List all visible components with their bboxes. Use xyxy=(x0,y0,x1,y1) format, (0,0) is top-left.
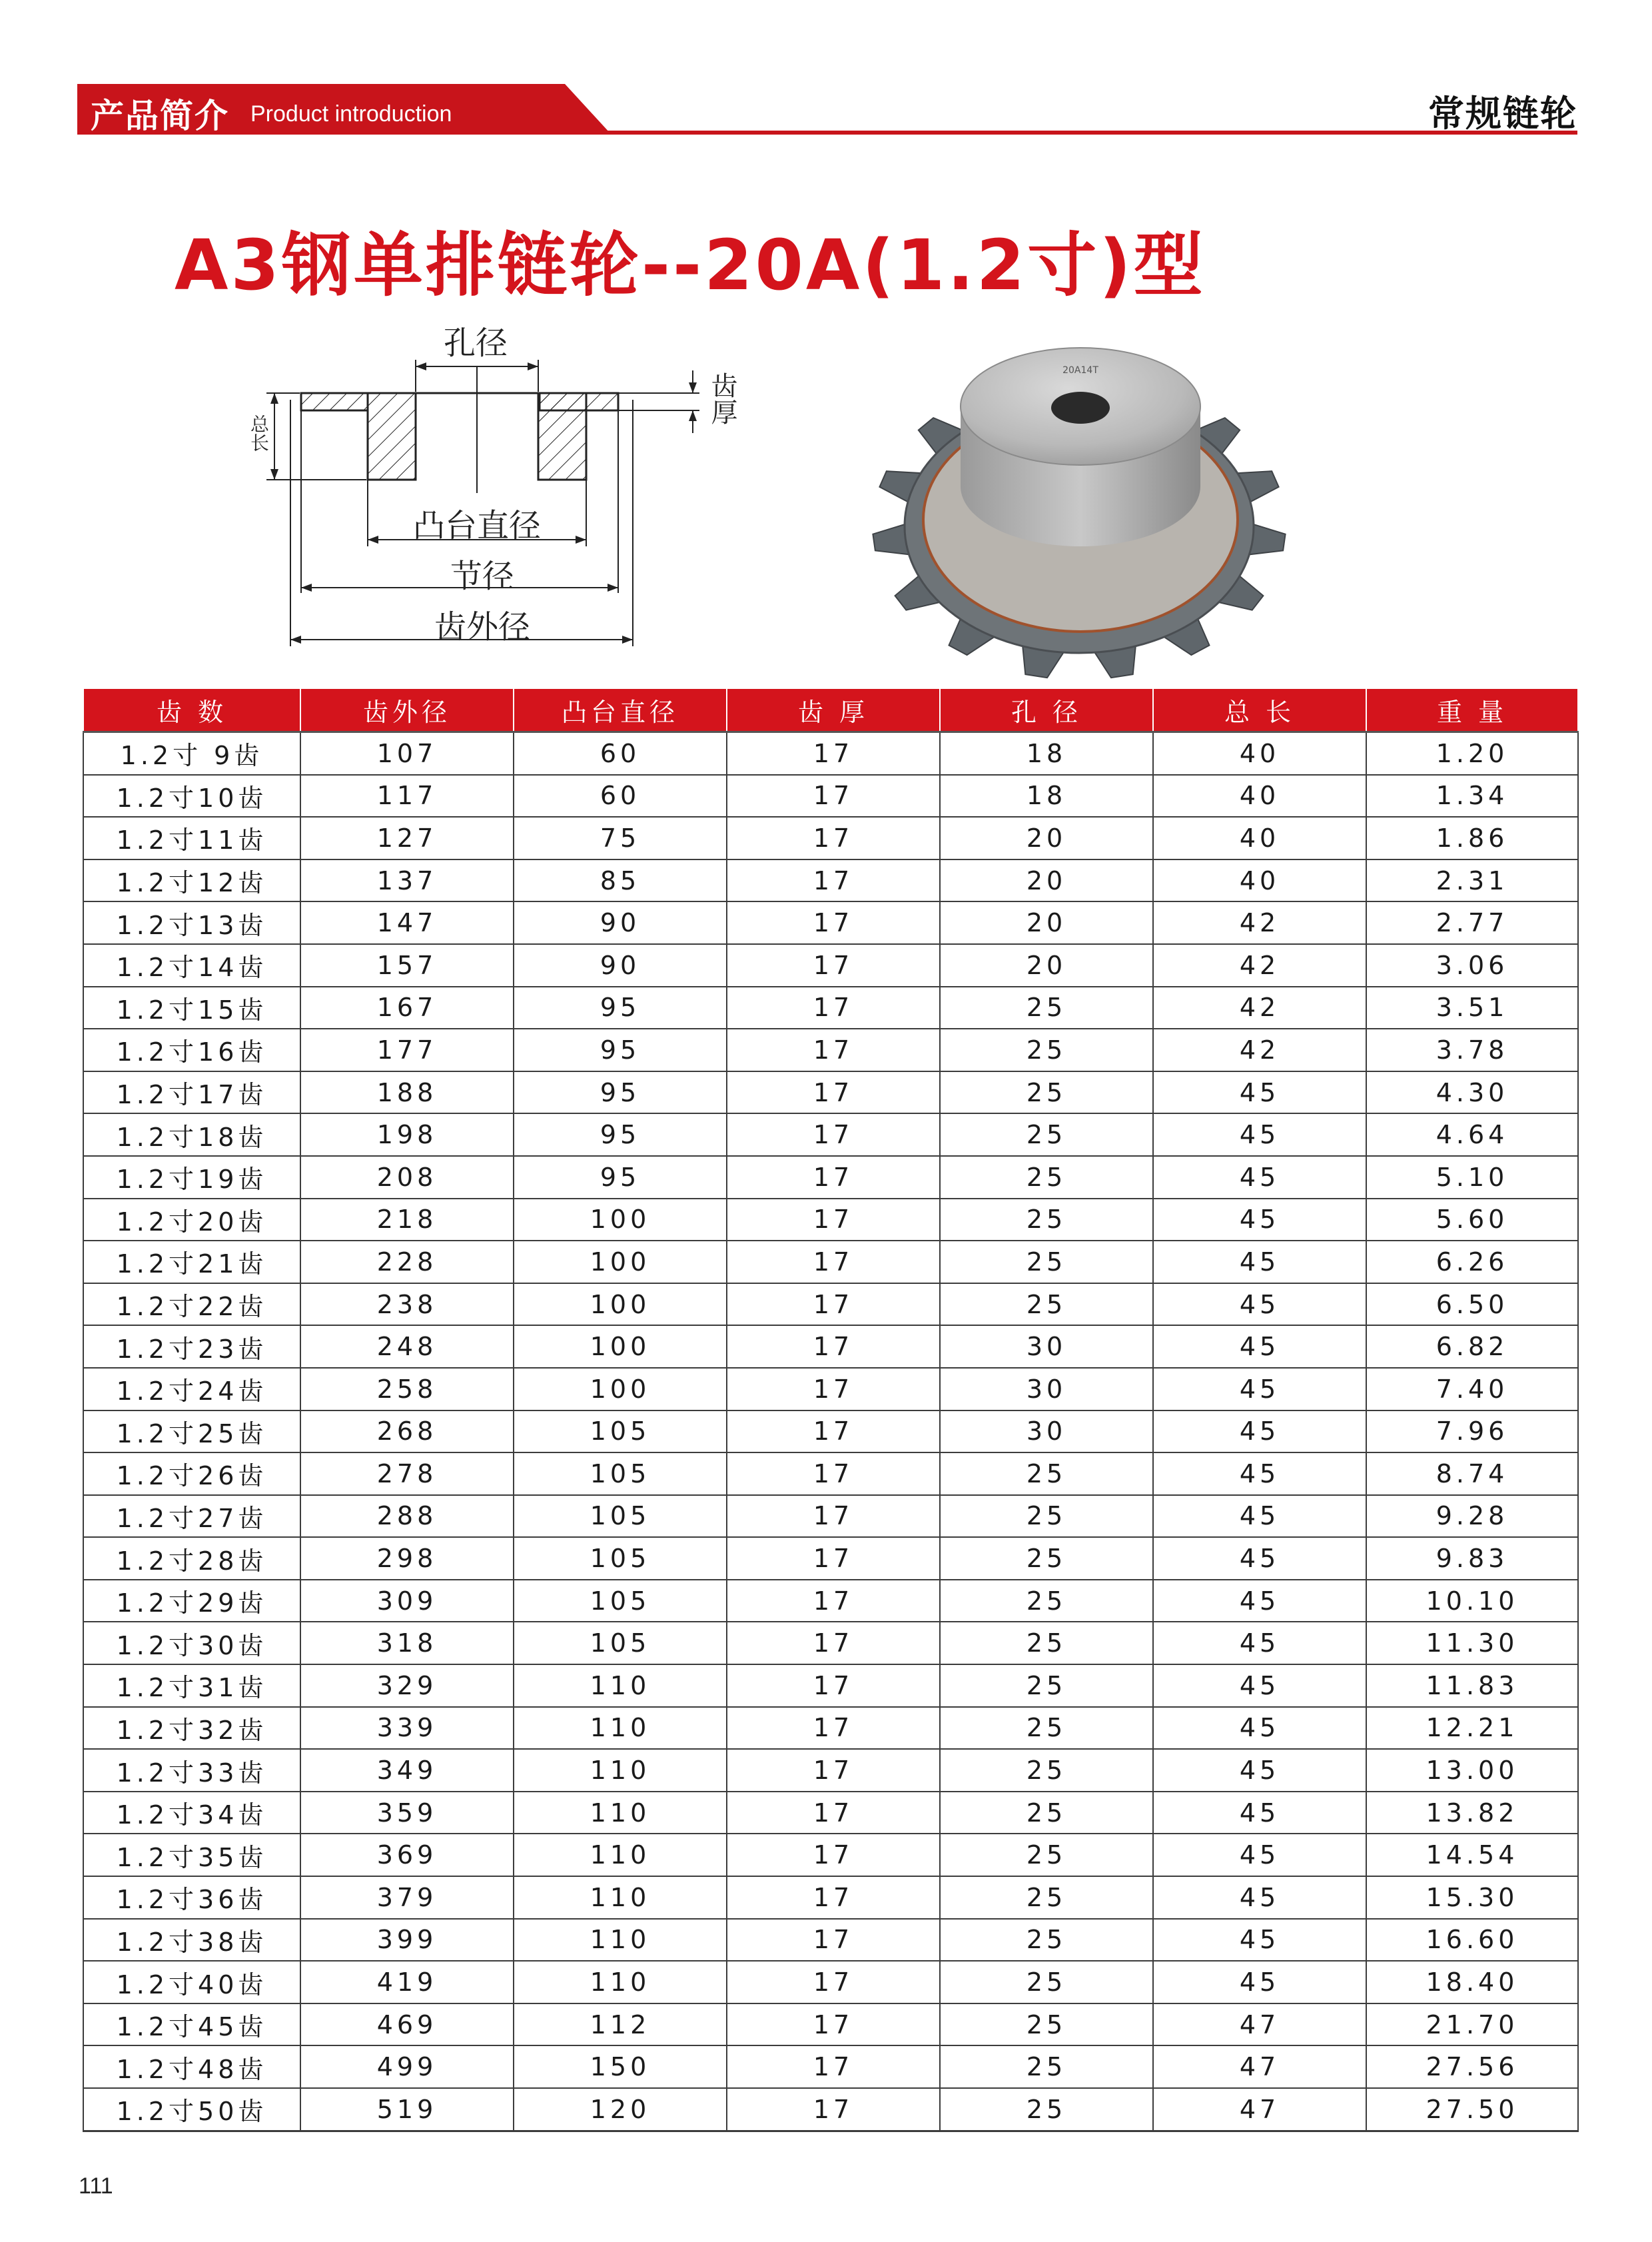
cell-teeth: 1.2寸20齿 xyxy=(83,1199,300,1241)
outer-diameter-label: 齿外径 xyxy=(434,608,531,646)
cell-bore: 25 xyxy=(940,1452,1153,1495)
cell-bore: 18 xyxy=(940,775,1153,818)
cell-teeth: 1.2寸38齿 xyxy=(83,1919,300,1962)
cell-weight: 10.10 xyxy=(1366,1580,1578,1622)
table-row xyxy=(83,859,1578,902)
cell-total-length: 40 xyxy=(1153,859,1366,902)
cell-outer-diameter: 288 xyxy=(300,1495,514,1538)
cell-teeth: 1.2寸22齿 xyxy=(83,1283,300,1326)
cell-teeth: 1.2寸28齿 xyxy=(83,1537,300,1580)
cell-outer-diameter: 208 xyxy=(300,1156,514,1199)
cell-weight: 11.83 xyxy=(1366,1664,1578,1707)
col-header-hub-diameter: 凸台直径 xyxy=(514,688,727,732)
cell-teeth: 1.2寸24齿 xyxy=(83,1368,300,1410)
cell-outer-diameter: 137 xyxy=(300,859,514,902)
cell-bore: 25 xyxy=(940,1664,1153,1707)
cell-tooth-thickness: 17 xyxy=(727,775,940,818)
cell-hub-diameter: 120 xyxy=(514,2088,727,2131)
cell-hub-diameter: 105 xyxy=(514,1410,727,1453)
table-row xyxy=(83,1919,1578,1962)
table-row xyxy=(83,1707,1578,1750)
cell-outer-diameter: 258 xyxy=(300,1368,514,1410)
cell-tooth-thickness: 17 xyxy=(727,1919,940,1962)
cell-weight: 27.50 xyxy=(1366,2088,1578,2131)
cell-outer-diameter: 519 xyxy=(300,2088,514,2131)
cell-teeth: 1.2寸40齿 xyxy=(83,1961,300,2003)
table-row xyxy=(83,901,1578,944)
cell-hub-diameter: 75 xyxy=(514,817,727,859)
table-row xyxy=(83,2088,1578,2131)
cell-total-length: 45 xyxy=(1153,1707,1366,1750)
cell-teeth: 1.2寸34齿 xyxy=(83,1792,300,1834)
cell-total-length: 47 xyxy=(1153,2003,1366,2046)
cell-teeth: 1.2寸19齿 xyxy=(83,1156,300,1199)
cell-outer-diameter: 188 xyxy=(300,1071,514,1114)
cell-bore: 25 xyxy=(940,1834,1153,1876)
cell-hub-diameter: 95 xyxy=(514,1029,727,1071)
col-header-weight: 重 量 xyxy=(1366,688,1578,732)
bore-label: 孔径 xyxy=(444,324,508,362)
cell-weight: 7.40 xyxy=(1366,1368,1578,1410)
table-row xyxy=(83,944,1578,987)
cell-hub-diameter: 60 xyxy=(514,775,727,818)
cell-tooth-thickness: 17 xyxy=(727,1495,940,1538)
cell-tooth-thickness: 17 xyxy=(727,1156,940,1199)
cell-hub-diameter: 112 xyxy=(514,2003,727,2046)
cell-bore: 25 xyxy=(940,1580,1153,1622)
cell-total-length: 45 xyxy=(1153,1961,1366,2003)
cell-teeth: 1.2寸23齿 xyxy=(83,1325,300,1368)
table-row xyxy=(83,1113,1578,1156)
cell-teeth: 1.2寸14齿 xyxy=(83,944,300,987)
cell-total-length: 42 xyxy=(1153,987,1366,1029)
cell-weight: 14.54 xyxy=(1366,1834,1578,1876)
table-row xyxy=(83,1283,1578,1326)
table-row xyxy=(83,1961,1578,2003)
cell-bore: 25 xyxy=(940,1792,1153,1834)
cell-tooth-thickness: 17 xyxy=(727,1961,940,2003)
cell-total-length: 45 xyxy=(1153,1325,1366,1368)
cell-tooth-thickness: 17 xyxy=(727,2003,940,2046)
cell-bore: 25 xyxy=(940,1919,1153,1962)
table-row xyxy=(83,1495,1578,1538)
cell-tooth-thickness: 17 xyxy=(727,859,940,902)
header-category: 常规链轮 xyxy=(1428,93,1577,135)
cell-teeth: 1.2寸15齿 xyxy=(83,987,300,1029)
cell-hub-diameter: 110 xyxy=(514,1876,727,1919)
cell-weight: 9.83 xyxy=(1366,1537,1578,1580)
table-row xyxy=(83,1071,1578,1114)
cell-bore: 25 xyxy=(940,1707,1153,1750)
table-row xyxy=(83,1199,1578,1241)
cell-total-length: 47 xyxy=(1153,2045,1366,2088)
table-row xyxy=(83,1537,1578,1580)
cell-tooth-thickness: 17 xyxy=(727,1580,940,1622)
cell-total-length: 45 xyxy=(1153,1241,1366,1283)
cell-bore: 30 xyxy=(940,1325,1153,1368)
cell-total-length: 45 xyxy=(1153,1834,1366,1876)
cell-hub-diameter: 110 xyxy=(514,1834,727,1876)
cell-teeth: 1.2寸25齿 xyxy=(83,1410,300,1453)
cell-total-length: 45 xyxy=(1153,1580,1366,1622)
cell-weight: 7.96 xyxy=(1366,1410,1578,1453)
cell-bore: 20 xyxy=(940,859,1153,902)
cell-total-length: 45 xyxy=(1153,1749,1366,1792)
cell-total-length: 45 xyxy=(1153,1368,1366,1410)
cell-total-length: 40 xyxy=(1153,817,1366,859)
cell-hub-diameter: 110 xyxy=(514,1919,727,1962)
cell-total-length: 45 xyxy=(1153,1283,1366,1326)
table-row xyxy=(83,1029,1578,1071)
cell-teeth: 1.2寸21齿 xyxy=(83,1241,300,1283)
cell-bore: 25 xyxy=(940,2088,1153,2131)
cell-total-length: 45 xyxy=(1153,1664,1366,1707)
cell-weight: 1.20 xyxy=(1366,732,1578,775)
cell-tooth-thickness: 17 xyxy=(727,1071,940,1114)
cell-outer-diameter: 177 xyxy=(300,1029,514,1071)
cell-weight: 4.64 xyxy=(1366,1113,1578,1156)
cell-hub-diameter: 95 xyxy=(514,987,727,1029)
cell-teeth: 1.2寸33齿 xyxy=(83,1749,300,1792)
cell-weight: 3.06 xyxy=(1366,944,1578,987)
cell-weight: 4.30 xyxy=(1366,1071,1578,1114)
cell-teeth: 1.2寸18齿 xyxy=(83,1113,300,1156)
cell-bore: 25 xyxy=(940,1749,1153,1792)
cell-tooth-thickness: 17 xyxy=(727,1707,940,1750)
cell-weight: 27.56 xyxy=(1366,2045,1578,2088)
cell-bore: 25 xyxy=(940,1241,1153,1283)
cell-total-length: 42 xyxy=(1153,1029,1366,1071)
cell-outer-diameter: 198 xyxy=(300,1113,514,1156)
cell-weight: 1.34 xyxy=(1366,775,1578,818)
cell-total-length: 45 xyxy=(1153,1113,1366,1156)
cell-outer-diameter: 318 xyxy=(300,1622,514,1664)
cell-bore: 25 xyxy=(940,1622,1153,1664)
cell-tooth-thickness: 17 xyxy=(727,1410,940,1453)
cell-weight: 2.77 xyxy=(1366,901,1578,944)
col-header-teeth: 齿 数 xyxy=(83,688,300,732)
sprocket-tooth xyxy=(1249,524,1285,554)
table-row xyxy=(83,1410,1578,1453)
table-row xyxy=(83,1622,1578,1664)
cell-total-length: 45 xyxy=(1153,1876,1366,1919)
cell-tooth-thickness: 17 xyxy=(727,1749,940,1792)
cell-tooth-thickness: 17 xyxy=(727,1325,940,1368)
cell-teeth: 1.2寸50齿 xyxy=(83,2088,300,2131)
cell-bore: 18 xyxy=(940,732,1153,775)
cell-teeth: 1.2寸29齿 xyxy=(83,1580,300,1622)
col-header-tooth-thickness: 齿 厚 xyxy=(727,688,940,732)
cell-teeth: 1.2寸 9齿 xyxy=(83,732,300,775)
cell-bore: 25 xyxy=(940,1199,1153,1241)
cell-outer-diameter: 107 xyxy=(300,732,514,775)
cell-hub-diameter: 95 xyxy=(514,1113,727,1156)
cell-outer-diameter: 157 xyxy=(300,944,514,987)
table-row xyxy=(83,1749,1578,1792)
cell-bore: 25 xyxy=(940,1029,1153,1071)
header-rule xyxy=(77,131,1577,135)
cell-teeth: 1.2寸26齿 xyxy=(83,1452,300,1495)
cell-weight: 3.78 xyxy=(1366,1029,1578,1071)
cell-weight: 6.50 xyxy=(1366,1283,1578,1326)
cell-outer-diameter: 238 xyxy=(300,1283,514,1326)
cell-total-length: 45 xyxy=(1153,1622,1366,1664)
cell-hub-diameter: 100 xyxy=(514,1283,727,1326)
cell-hub-diameter: 105 xyxy=(514,1580,727,1622)
cell-outer-diameter: 298 xyxy=(300,1537,514,1580)
cell-hub-diameter: 95 xyxy=(514,1156,727,1199)
cell-tooth-thickness: 17 xyxy=(727,1452,940,1495)
cell-total-length: 45 xyxy=(1153,1495,1366,1538)
table-row xyxy=(83,732,1578,775)
sprocket-tooth xyxy=(873,524,909,554)
cell-tooth-thickness: 17 xyxy=(727,1792,940,1834)
page-number: 111 xyxy=(79,2173,113,2199)
cell-teeth: 1.2寸10齿 xyxy=(83,775,300,818)
cell-total-length: 42 xyxy=(1153,901,1366,944)
table-row xyxy=(83,2003,1578,2046)
cell-tooth-thickness: 17 xyxy=(727,1199,940,1241)
cell-tooth-thickness: 17 xyxy=(727,901,940,944)
table-body xyxy=(83,732,1578,2131)
cell-weight: 6.26 xyxy=(1366,1241,1578,1283)
cell-tooth-thickness: 17 xyxy=(727,1622,940,1664)
cell-tooth-thickness: 17 xyxy=(727,1113,940,1156)
cell-outer-diameter: 309 xyxy=(300,1580,514,1622)
cell-teeth: 1.2寸12齿 xyxy=(83,859,300,902)
tooth-thickness-label: 齿厚 xyxy=(707,372,737,425)
table-row xyxy=(83,2045,1578,2088)
table-row xyxy=(83,1368,1578,1410)
cell-hub-diameter: 105 xyxy=(514,1495,727,1538)
cell-weight: 5.10 xyxy=(1366,1156,1578,1199)
cell-weight: 12.21 xyxy=(1366,1707,1578,1750)
cell-hub-diameter: 110 xyxy=(514,1707,727,1750)
cell-bore: 25 xyxy=(940,1071,1153,1114)
cell-bore: 25 xyxy=(940,1961,1153,2003)
cell-outer-diameter: 147 xyxy=(300,901,514,944)
total-length-label: 总长 xyxy=(248,414,270,452)
table-row xyxy=(83,1452,1578,1495)
cell-bore: 25 xyxy=(940,2045,1153,2088)
cell-outer-diameter: 399 xyxy=(300,1919,514,1962)
cell-teeth: 1.2寸16齿 xyxy=(83,1029,300,1071)
cell-outer-diameter: 359 xyxy=(300,1792,514,1834)
cell-tooth-thickness: 17 xyxy=(727,1876,940,1919)
cell-outer-diameter: 419 xyxy=(300,1961,514,2003)
cell-tooth-thickness: 17 xyxy=(727,817,940,859)
cell-outer-diameter: 339 xyxy=(300,1707,514,1750)
table-row xyxy=(83,775,1578,818)
cell-weight: 2.31 xyxy=(1366,859,1578,902)
cell-bore: 30 xyxy=(940,1410,1153,1453)
cell-hub-diameter: 100 xyxy=(514,1325,727,1368)
cell-tooth-thickness: 17 xyxy=(727,987,940,1029)
spec-table xyxy=(83,688,1579,2132)
cell-hub-diameter: 150 xyxy=(514,2045,727,2088)
cell-weight: 5.60 xyxy=(1366,1199,1578,1241)
cell-hub-diameter: 110 xyxy=(514,1792,727,1834)
cell-total-length: 45 xyxy=(1153,1792,1366,1834)
cell-tooth-thickness: 17 xyxy=(727,1664,940,1707)
header-section-subtitle: Product introduction xyxy=(250,101,452,127)
cell-total-length: 45 xyxy=(1153,1537,1366,1580)
cell-hub-diameter: 90 xyxy=(514,944,727,987)
cell-total-length: 42 xyxy=(1153,944,1366,987)
cell-outer-diameter: 117 xyxy=(300,775,514,818)
cell-outer-diameter: 329 xyxy=(300,1664,514,1707)
cell-bore: 25 xyxy=(940,1156,1153,1199)
cell-weight: 13.82 xyxy=(1366,1792,1578,1834)
cell-teeth: 1.2寸30齿 xyxy=(83,1622,300,1664)
cell-tooth-thickness: 17 xyxy=(727,1834,940,1876)
col-header-outer-diameter: 齿外径 xyxy=(300,688,514,732)
cell-hub-diameter: 100 xyxy=(514,1199,727,1241)
cell-weight: 8.74 xyxy=(1366,1452,1578,1495)
cell-teeth: 1.2寸45齿 xyxy=(83,2003,300,2046)
table-header-row xyxy=(83,688,1578,732)
cell-teeth: 1.2寸48齿 xyxy=(83,2045,300,2088)
cell-teeth: 1.2寸13齿 xyxy=(83,901,300,944)
cell-bore: 25 xyxy=(940,2003,1153,2046)
cell-outer-diameter: 248 xyxy=(300,1325,514,1368)
cell-bore: 25 xyxy=(940,1495,1153,1538)
cell-outer-diameter: 127 xyxy=(300,817,514,859)
cell-hub-diameter: 105 xyxy=(514,1622,727,1664)
cell-hub-diameter: 110 xyxy=(514,1749,727,1792)
cell-total-length: 45 xyxy=(1153,1410,1366,1453)
cell-hub-diameter: 105 xyxy=(514,1537,727,1580)
table-row xyxy=(83,1664,1578,1707)
cell-tooth-thickness: 17 xyxy=(727,1241,940,1283)
table-row xyxy=(83,987,1578,1029)
cell-outer-diameter: 469 xyxy=(300,2003,514,2046)
cell-outer-diameter: 218 xyxy=(300,1199,514,1241)
cell-outer-diameter: 268 xyxy=(300,1410,514,1453)
pitch-diameter-label: 节径 xyxy=(450,558,515,595)
cell-bore: 25 xyxy=(940,1113,1153,1156)
cell-total-length: 40 xyxy=(1153,732,1366,775)
cell-teeth: 1.2寸27齿 xyxy=(83,1495,300,1538)
cell-bore: 30 xyxy=(940,1368,1153,1410)
cell-weight: 18.40 xyxy=(1366,1961,1578,2003)
cell-tooth-thickness: 17 xyxy=(727,944,940,987)
cell-hub-diameter: 110 xyxy=(514,1961,727,2003)
sprocket-photo xyxy=(846,333,1312,693)
col-header-bore: 孔 径 xyxy=(940,688,1153,732)
cell-weight: 1.86 xyxy=(1366,817,1578,859)
cell-bore: 25 xyxy=(940,1537,1153,1580)
cell-total-length: 45 xyxy=(1153,1452,1366,1495)
hub-diameter-label: 凸台直径 xyxy=(413,507,542,544)
cell-outer-diameter: 349 xyxy=(300,1749,514,1792)
cell-weight: 15.30 xyxy=(1366,1876,1578,1919)
cell-tooth-thickness: 17 xyxy=(727,1283,940,1326)
table-row xyxy=(83,1241,1578,1283)
cell-outer-diameter: 278 xyxy=(300,1452,514,1495)
cell-total-length: 47 xyxy=(1153,2088,1366,2131)
col-header-total-length: 总 长 xyxy=(1153,688,1366,732)
cell-outer-diameter: 228 xyxy=(300,1241,514,1283)
cell-hub-diameter: 90 xyxy=(514,901,727,944)
cell-bore: 20 xyxy=(940,944,1153,987)
cell-tooth-thickness: 17 xyxy=(727,2088,940,2131)
cell-hub-diameter: 105 xyxy=(514,1452,727,1495)
cell-bore: 20 xyxy=(940,901,1153,944)
cell-bore: 25 xyxy=(940,1283,1153,1326)
cell-teeth: 1.2寸11齿 xyxy=(83,817,300,859)
cell-total-length: 45 xyxy=(1153,1919,1366,1962)
cell-weight: 3.51 xyxy=(1366,987,1578,1029)
cell-hub-diameter: 95 xyxy=(514,1071,727,1114)
cell-weight: 9.28 xyxy=(1366,1495,1578,1538)
cell-outer-diameter: 379 xyxy=(300,1876,514,1919)
cell-tooth-thickness: 17 xyxy=(727,2045,940,2088)
cell-outer-diameter: 499 xyxy=(300,2045,514,2088)
cell-hub-diameter: 85 xyxy=(514,859,727,902)
cell-bore: 25 xyxy=(940,987,1153,1029)
cell-outer-diameter: 167 xyxy=(300,987,514,1029)
cell-hub-diameter: 100 xyxy=(514,1368,727,1410)
cell-teeth: 1.2寸17齿 xyxy=(83,1071,300,1114)
cell-weight: 16.60 xyxy=(1366,1919,1578,1962)
cell-bore: 20 xyxy=(940,817,1153,859)
table-row xyxy=(83,1792,1578,1834)
sprocket-stamp: 20A14T xyxy=(1062,365,1098,376)
cell-tooth-thickness: 17 xyxy=(727,1537,940,1580)
table-row xyxy=(83,1876,1578,1919)
cell-total-length: 45 xyxy=(1153,1071,1366,1114)
cell-teeth: 1.2寸36齿 xyxy=(83,1876,300,1919)
cell-hub-diameter: 110 xyxy=(514,1664,727,1707)
cell-total-length: 40 xyxy=(1153,775,1366,818)
table-row xyxy=(83,817,1578,859)
cell-teeth: 1.2寸32齿 xyxy=(83,1707,300,1750)
cell-weight: 21.70 xyxy=(1366,2003,1578,2046)
table-row xyxy=(83,1834,1578,1876)
header-section-title: 产品简介 xyxy=(91,97,229,135)
cell-tooth-thickness: 17 xyxy=(727,1368,940,1410)
cell-hub-diameter: 100 xyxy=(514,1241,727,1283)
cell-weight: 13.00 xyxy=(1366,1749,1578,1792)
cell-tooth-thickness: 17 xyxy=(727,1029,940,1071)
page-title: A3钢单排链轮--20A(1.2寸)型 xyxy=(175,225,1206,306)
cell-outer-diameter: 369 xyxy=(300,1834,514,1876)
table-row xyxy=(83,1325,1578,1368)
cell-teeth: 1.2寸35齿 xyxy=(83,1834,300,1876)
cell-weight: 6.82 xyxy=(1366,1325,1578,1368)
cell-teeth: 1.2寸31齿 xyxy=(83,1664,300,1707)
cell-hub-diameter: 60 xyxy=(514,732,727,775)
cell-tooth-thickness: 17 xyxy=(727,732,940,775)
cell-weight: 11.30 xyxy=(1366,1622,1578,1664)
cell-total-length: 45 xyxy=(1153,1156,1366,1199)
cell-total-length: 45 xyxy=(1153,1199,1366,1241)
cell-bore: 25 xyxy=(940,1876,1153,1919)
table-row xyxy=(83,1156,1578,1199)
table-row xyxy=(83,1580,1578,1622)
sprocket-cross-section-diagram xyxy=(240,313,773,673)
